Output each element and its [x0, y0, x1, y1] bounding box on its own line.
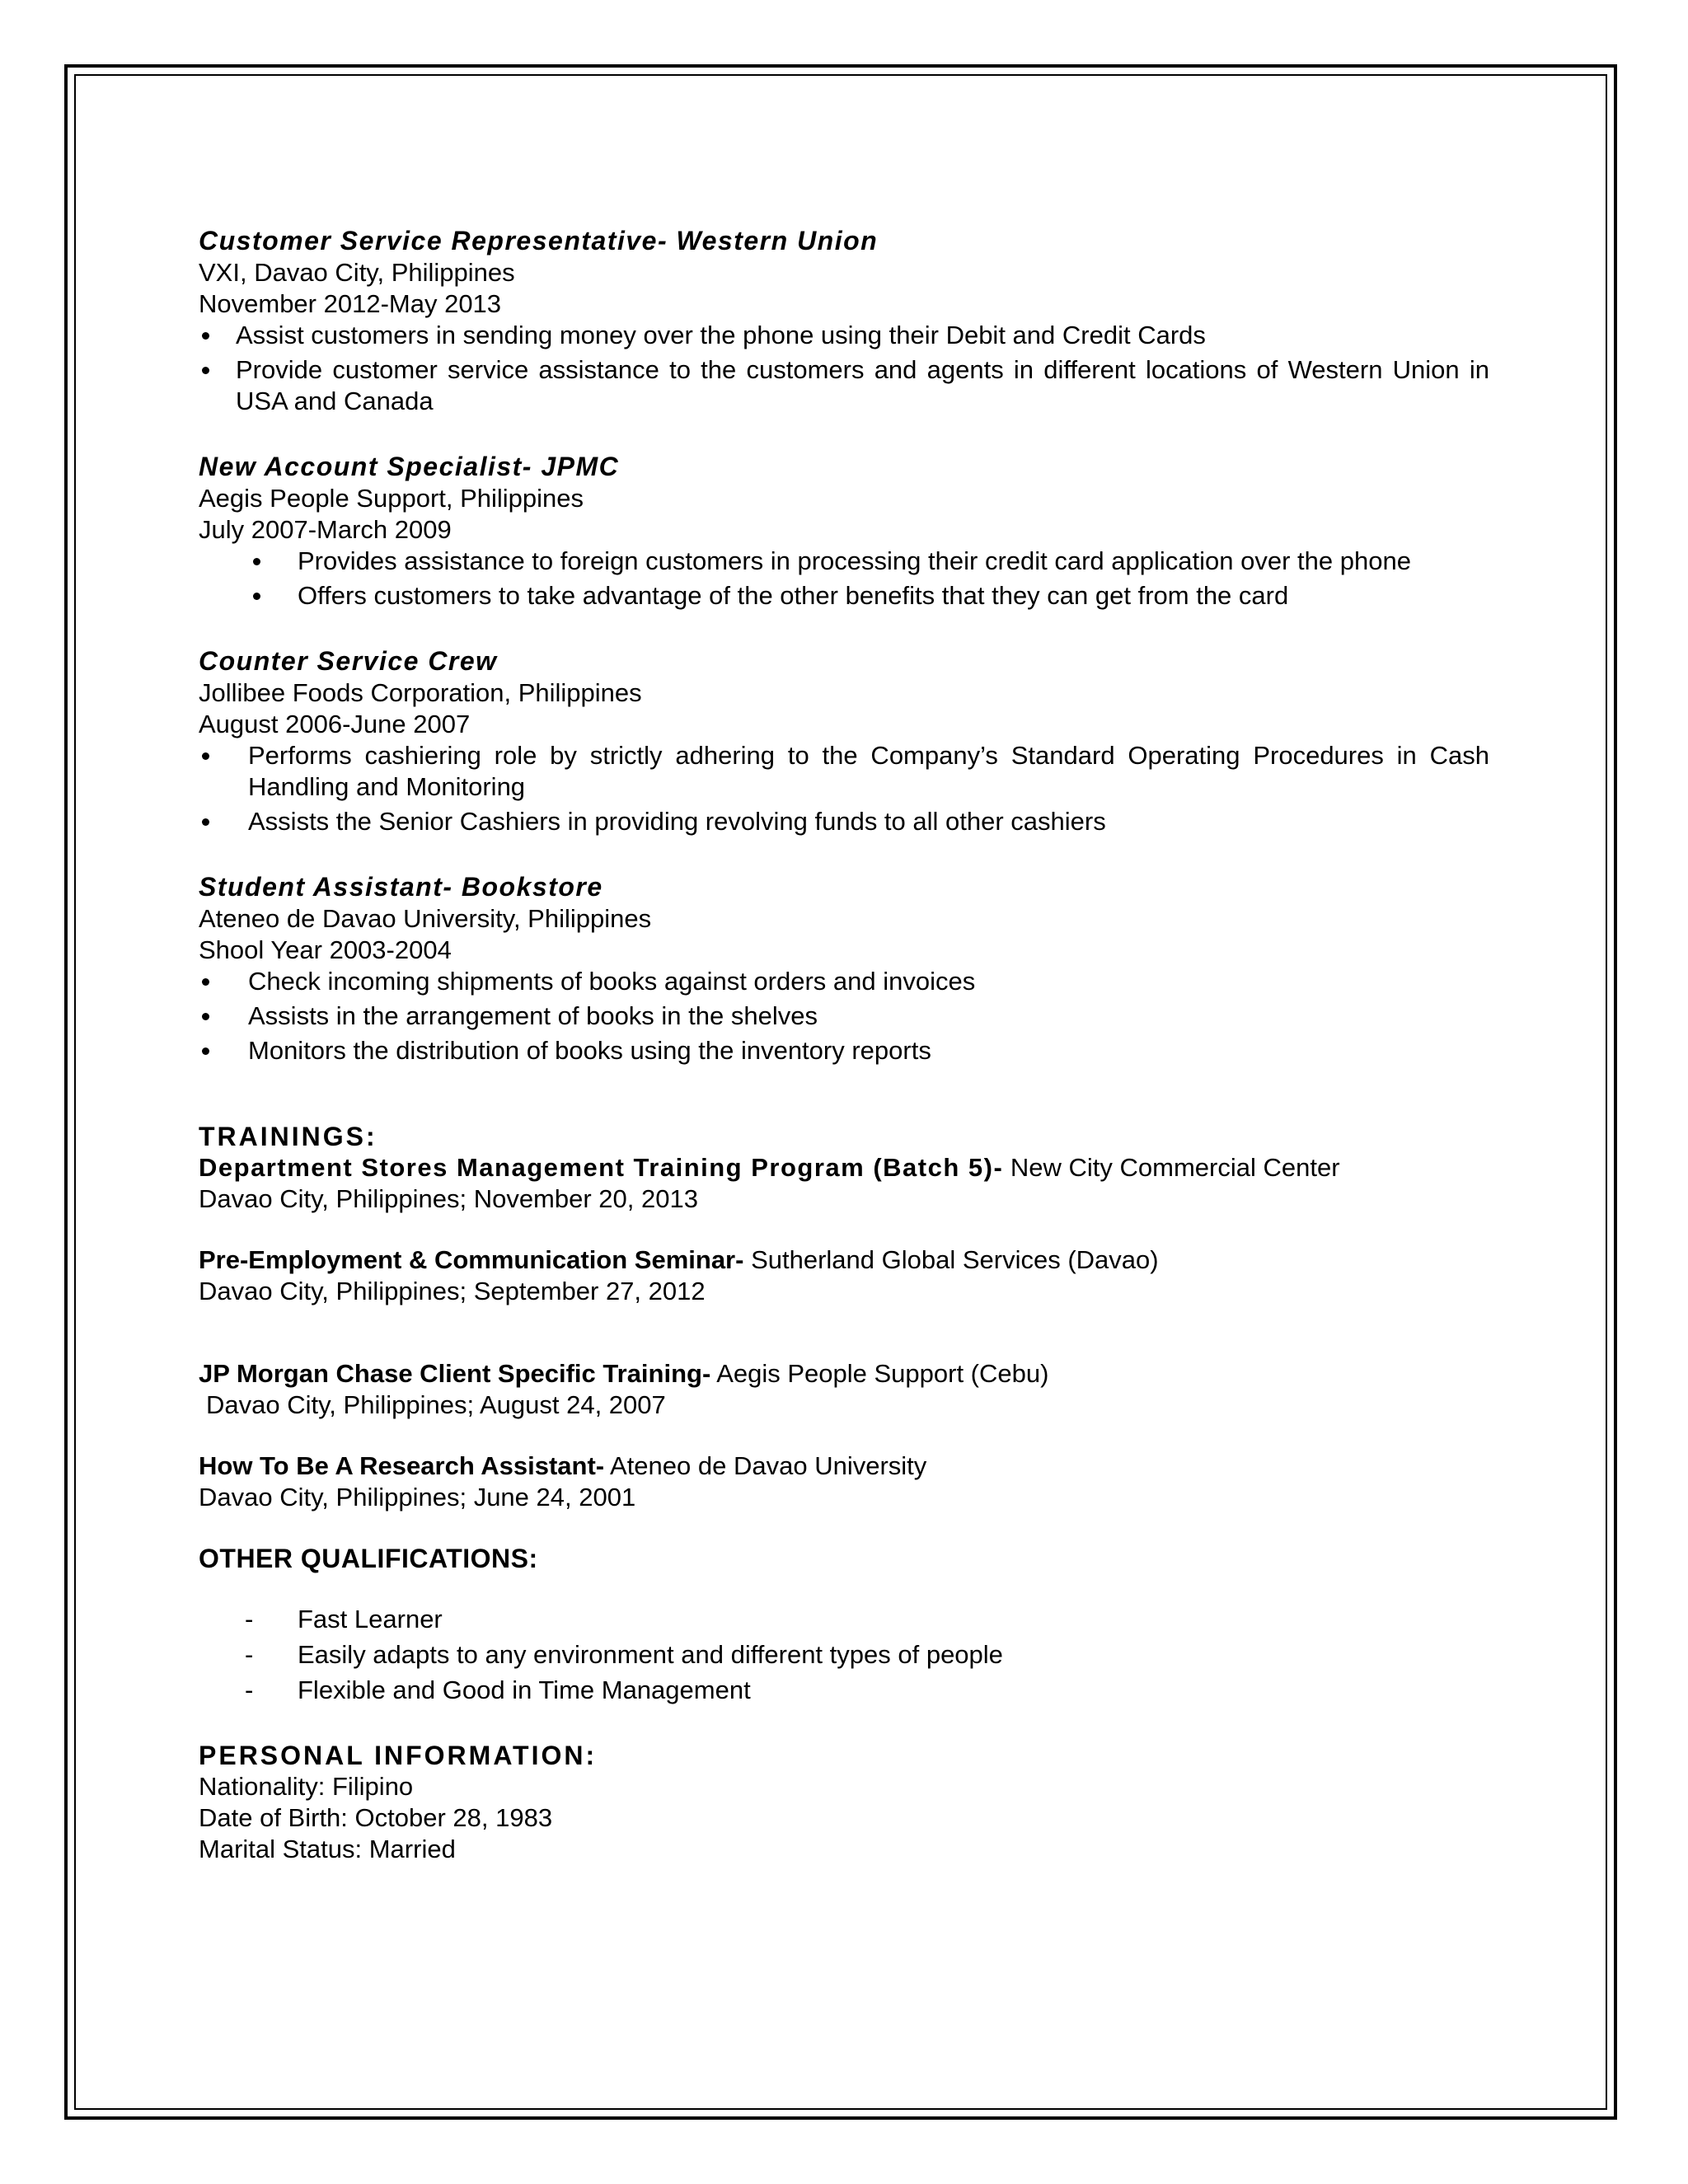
- training-provider: Aegis People Support (Cebu): [710, 1359, 1049, 1388]
- job-dates: Shool Year 2003-2004: [199, 935, 452, 964]
- duty-text: Offers customers to take advantage of the other benefits that they can get from the card: [298, 581, 1289, 610]
- dash-icon: -: [245, 1640, 254, 1669]
- job-duties: [199, 320, 1489, 417]
- qualification-text: Flexible and Good in Time Management: [298, 1675, 751, 1704]
- training-entry: [199, 1358, 1489, 1390]
- marital-status: Marital Status: Married: [199, 1835, 456, 1863]
- duty-item: [199, 1035, 1489, 1066]
- personal-section: [199, 1740, 1489, 1865]
- duty-text: Provides assistance to foreign customers in processing their credit card application over the phone: [298, 546, 1411, 575]
- duty-item: [199, 740, 1489, 803]
- dash-icon: -: [245, 1675, 254, 1704]
- job-entry: [199, 450, 1489, 612]
- qualification-text: Fast Learner: [298, 1605, 443, 1633]
- job-dates: August 2006-June 2007: [199, 710, 471, 738]
- bullet-icon: [253, 558, 260, 565]
- duty-text: Assist customers in sending money over the phone using their Debit and Credit Cards: [236, 321, 1206, 349]
- duty-item: [199, 806, 1489, 837]
- qualification-item: [245, 1675, 1489, 1706]
- training-provider: Ateneo de Davao University: [604, 1451, 927, 1480]
- duty-item: [248, 580, 1489, 612]
- qualifications-list: [245, 1604, 1489, 1706]
- bullet-icon: [202, 818, 209, 826]
- job-company: Aegis People Support, Philippines: [199, 484, 584, 513]
- job-entry: [199, 644, 1489, 837]
- date-of-birth: Date of Birth: October 28, 1983: [199, 1803, 553, 1832]
- personal-heading: PERSONAL INFORMATION:: [199, 1741, 598, 1770]
- job-duties: [199, 740, 1489, 837]
- bullet-icon: [202, 1013, 209, 1020]
- job-dates: November 2012-May 2013: [199, 289, 502, 318]
- duty-item: [199, 320, 1489, 351]
- training-detail: Davao City, Philippines; August 24, 2007: [206, 1390, 666, 1419]
- trainings-heading: TRAININGS:: [199, 1122, 377, 1151]
- qualification-item: [245, 1639, 1489, 1671]
- duty-text: Assists the Senior Cashiers in providing revolving funds to all other cashiers: [248, 807, 1106, 836]
- training-entry: [199, 1451, 1489, 1482]
- job-entry: [199, 870, 1489, 1066]
- dash-icon: -: [245, 1605, 254, 1633]
- duty-text: Performs cashiering role by strictly adhering to the Company’s Standard Operating Procedures in Cash Handling and Monitoring: [248, 741, 1489, 801]
- job-company: VXI, Davao City, Philippines: [199, 258, 515, 287]
- qualifications-section: [199, 1543, 1489, 1706]
- bullet-icon: [202, 1047, 209, 1055]
- bullet-icon: [202, 367, 209, 374]
- job-title: Counter Service Crew: [199, 646, 498, 676]
- qualification-item: [245, 1604, 1489, 1635]
- job-company: Jollibee Foods Corporation, Philippines: [199, 678, 642, 707]
- job-title: Student Assistant- Bookstore: [199, 872, 603, 902]
- duty-item: [248, 546, 1489, 577]
- bullet-icon: [202, 332, 209, 340]
- training-entry: [199, 1152, 1489, 1183]
- duty-text: Provide customer service assistance to the customers and agents in different locations of Western Union in USA and Canada: [236, 355, 1489, 415]
- job-title: New Account Specialist- JPMC: [199, 452, 620, 481]
- job-duties: [248, 546, 1489, 612]
- duty-item: [199, 966, 1489, 997]
- qualification-text: Easily adapts to any environment and different types of people: [298, 1640, 1003, 1669]
- training-detail: Davao City, Philippines; June 24, 2001: [199, 1483, 636, 1511]
- trainings-section: [199, 1121, 1489, 1513]
- duty-text: Assists in the arrangement of books in the shelves: [248, 1001, 818, 1030]
- job-title: Customer Service Representative- Western Union: [199, 226, 879, 255]
- bullet-icon: [202, 978, 209, 986]
- qualifications-heading: OTHER QUALIFICATIONS:: [199, 1544, 538, 1573]
- duty-item: [199, 1001, 1489, 1032]
- training-entry: [199, 1244, 1489, 1276]
- training-title: How To Be A Research Assistant-: [199, 1451, 605, 1480]
- resume-content: [199, 224, 1489, 1865]
- training-provider: New City Commercial Center: [1003, 1153, 1340, 1182]
- bullet-icon: [202, 752, 209, 760]
- job-dates: July 2007-March 2009: [199, 515, 452, 544]
- nationality: Nationality: Filipino: [199, 1772, 414, 1801]
- job-company: Ateneo de Davao University, Philippines: [199, 904, 652, 933]
- job-entry: [199, 224, 1489, 417]
- training-provider: Sutherland Global Services (Davao): [743, 1245, 1159, 1274]
- training-title: Department Stores Management Training Program (Batch 5)-: [199, 1153, 1004, 1182]
- duty-text: Monitors the distribution of books using the inventory reports: [248, 1036, 931, 1065]
- training-title: JP Morgan Chase Client Specific Training-: [199, 1359, 711, 1388]
- bullet-icon: [253, 593, 260, 600]
- duty-text: Check incoming shipments of books against orders and invoices: [248, 967, 976, 996]
- duty-item: [199, 354, 1489, 417]
- training-title: Pre-Employment & Communication Seminar-: [199, 1245, 744, 1274]
- job-duties: [199, 966, 1489, 1066]
- training-detail: Davao City, Philippines; September 27, 2012: [199, 1277, 706, 1305]
- training-detail: Davao City, Philippines; November 20, 2013: [199, 1184, 698, 1213]
